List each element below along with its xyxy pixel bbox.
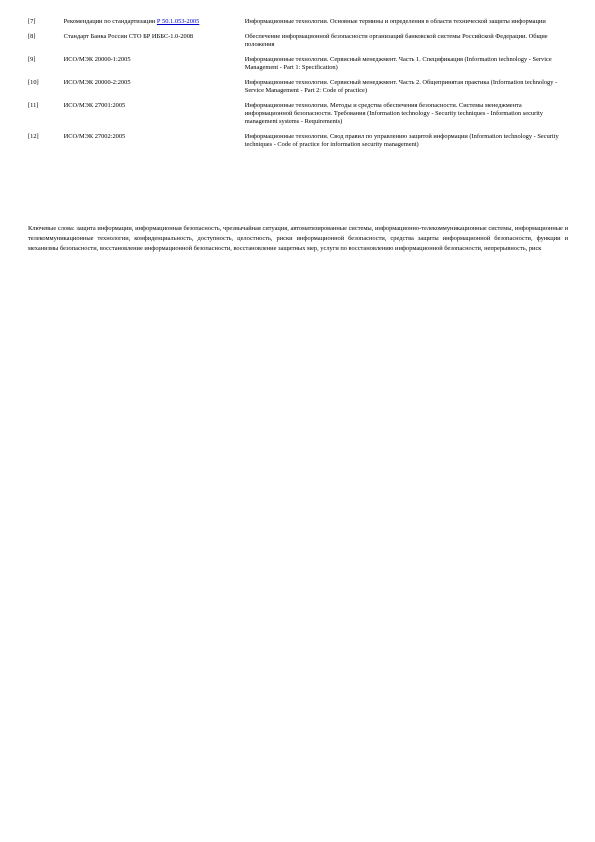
reference-link[interactable]: Р 50.1.053-2005 (156, 18, 200, 25)
reference-number: [12] (28, 133, 39, 140)
reference-title: Обеспечение информационной безопасности организаций банковской системы Российской Федерации. Общие положения (244, 33, 548, 48)
reference-number: [9] (28, 56, 36, 63)
bibliography-row (28, 33, 568, 56)
reference-title: Информационные технологии. Методы и средства обеспечения безопасности. Системы менеджмента информационной безопасности. Требования (Information technology - Security techniques - Information security management systems - Requirements) (244, 102, 543, 125)
reference-designation (64, 18, 245, 33)
reference-designation: Стандарт Банка России СТО БР ИББС-1.0-2008 (63, 33, 194, 40)
bibliography-row (28, 102, 568, 133)
reference-designation: ИСО/МЭК 20000-2:2005 (63, 79, 131, 86)
reference-number: [11] (28, 102, 39, 109)
bibliography-row (28, 79, 568, 102)
reference-title: Информационные технологии. Свод правил по управлению защитой информации (Information technology - Security techniques - Code of practice for information security management) (244, 133, 559, 148)
bibliography-row (28, 56, 568, 79)
reference-text: Рекомендации по стандартизации (63, 18, 157, 25)
reference-designation: ИСО/МЭК 27002:2005 (63, 133, 126, 140)
reference-title: Информационные технологии. Сервисный менеджмент. Часть 1. Спецификация (Information technology - Service Management - Part 1: Specification) (244, 56, 552, 71)
bibliography-row (28, 18, 568, 33)
reference-number: [10] (28, 79, 39, 86)
reference-number: [7] (28, 18, 36, 25)
reference-number: [8] (28, 33, 36, 40)
bibliography-table (28, 18, 568, 156)
reference-title: Информационные технологии. Основные термины и определения в области технической защиты информации (244, 18, 546, 25)
reference-designation: ИСО/МЭК 27001:2005 (63, 102, 126, 109)
bibliography-row (28, 133, 568, 156)
reference-designation: ИСО/МЭК 20000-1:2005 (63, 56, 131, 63)
keywords-paragraph: Ключевые слова: защита информации, информационная безопасность, чрезвычайная ситуация, автоматизированные системы, информационно-телекоммуникационные системы, информационные и телекоммуникационные технологии, конфиденциальность, доступность, целостность, риски информационной безопасности, средства защиты информационной безопасности, функции и механизмы безопасности, восстановление информационной безопасности, восстановление защитных мер, услуги по восстановлению информационной безопасности, непрерывность, риск (28, 225, 568, 252)
reference-title: Информационные технологии. Сервисный менеджмент. Часть 2. Общепринятая практика (Information technology - Service Management - Part 2: Code of practice) (244, 79, 558, 94)
